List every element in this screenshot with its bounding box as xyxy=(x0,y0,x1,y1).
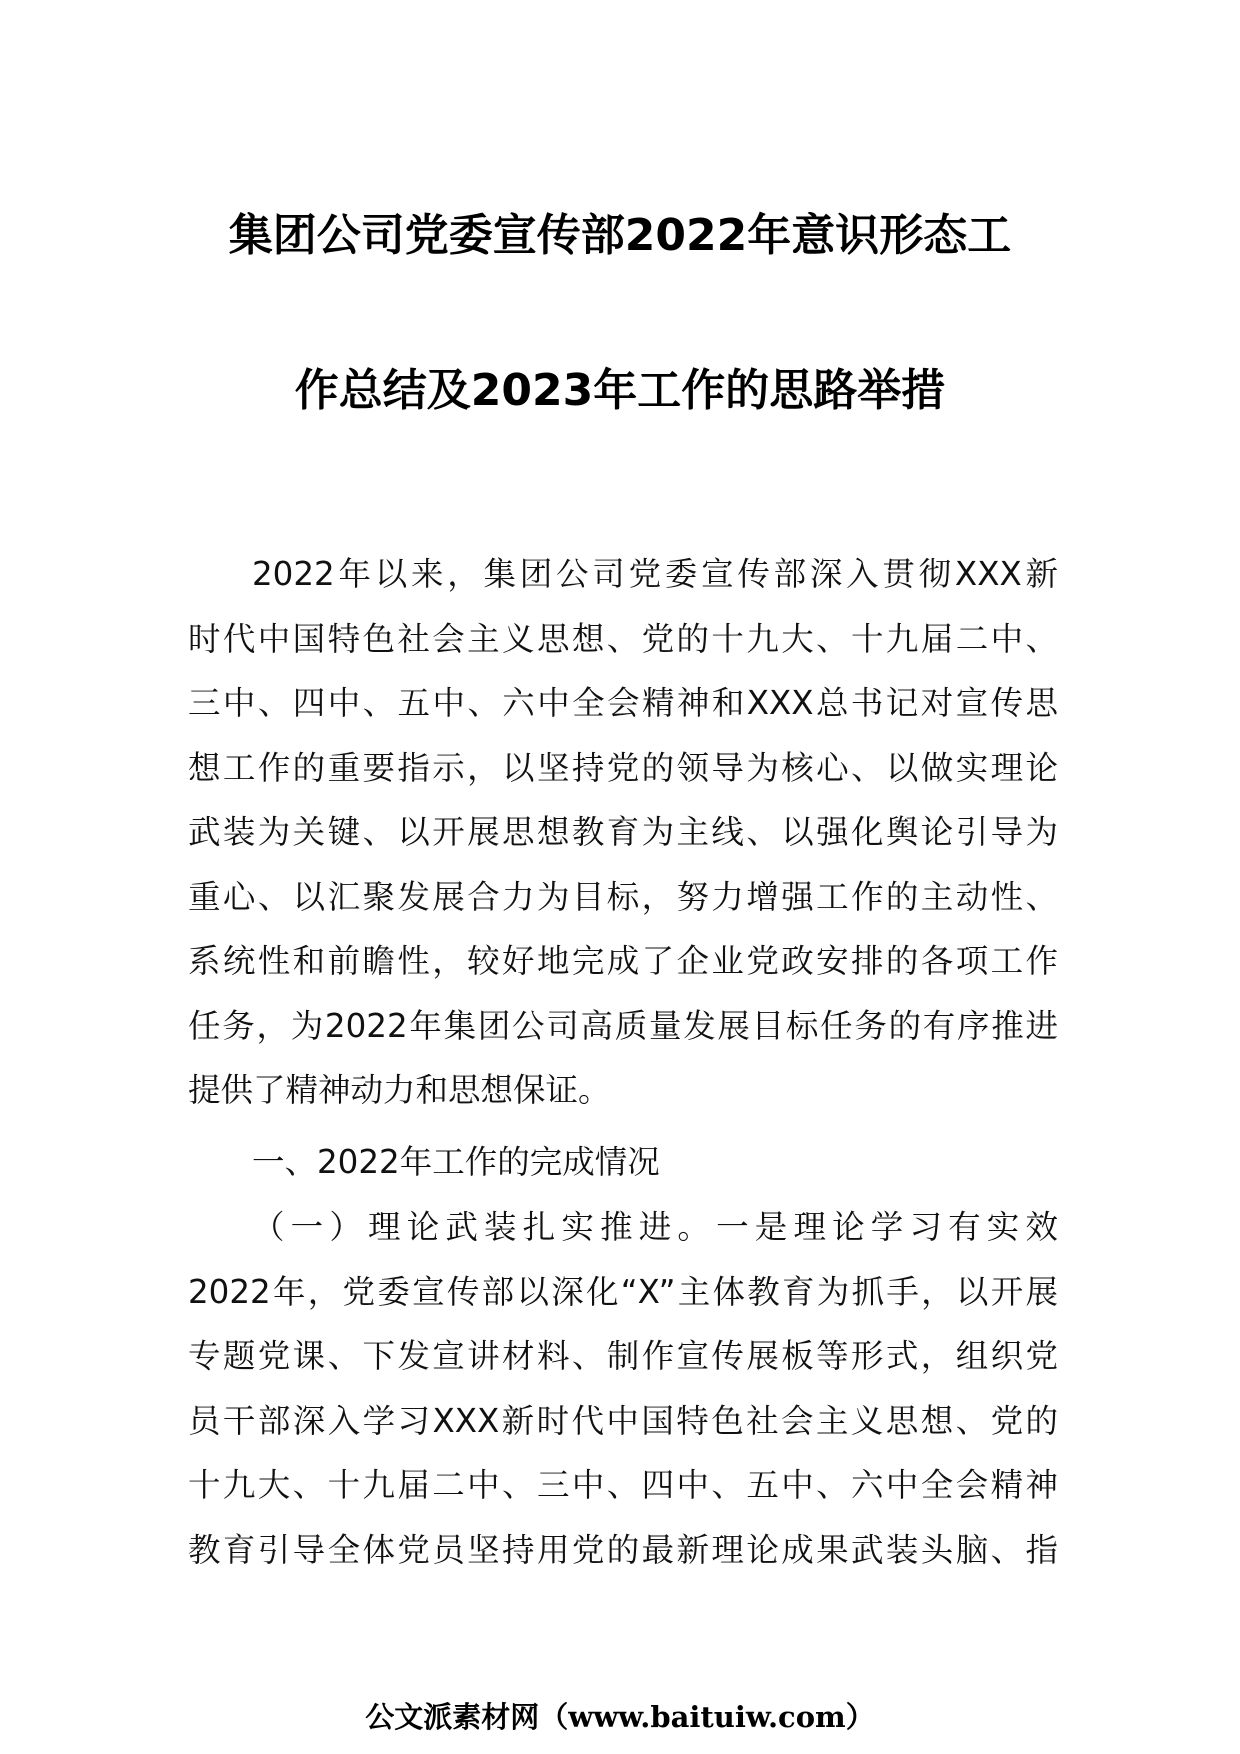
paragraph-line: 提供了精神动力和思想保证。 xyxy=(188,1071,611,1109)
paragraph-line: 任务，为2022年集团公司高质量发展目标任务的有序推进 xyxy=(188,1006,1058,1045)
paragraph-line: 2022年，党委宣传部以深化“X”主体教育为抓手，以开展 xyxy=(188,1272,1058,1311)
document-title-line-1: 集团公司党委宣传部2022年意识形态工 xyxy=(228,210,1012,261)
section-paragraph xyxy=(188,1195,1058,1582)
paragraph-line: 想工作的重要指示，以坚持党的领导为核心、以做实理论 xyxy=(188,748,1058,787)
paragraph-line: 三中、四中、五中、六中全会精神和XXX总书记对宣传思 xyxy=(188,684,1058,722)
section-heading-text: 一、2022年工作的完成情况 xyxy=(252,1143,660,1181)
paragraph-line: 重心、以汇聚发展合力为目标，努力增强工作的主动性、 xyxy=(188,877,1058,916)
paragraph-line: 专题党课、下发宣讲材料、制作宣传展板等形式，组织党 xyxy=(188,1337,1058,1375)
paragraph-line: 员干部深入学习XXX新时代中国特色社会主义思想、党的 xyxy=(188,1401,1058,1440)
paragraph-line: 时代中国特色社会主义思想、党的十九大、十九届二中、 xyxy=(188,619,1058,658)
intro-paragraph xyxy=(188,542,1058,1123)
section-heading xyxy=(188,1130,1058,1195)
paragraph-line: 系统性和前瞻性，较好地完成了企业党政安排的各项工作 xyxy=(188,942,1058,980)
document-title-line-2: 作总结及2023年工作的思路举措 xyxy=(294,365,946,416)
paragraph-line: （一）理论武装扎实推进。一是理论学习有实效 xyxy=(252,1208,1058,1246)
paragraph-line: 十九大、十九届二中、三中、四中、五中、六中全会精神 xyxy=(188,1466,1058,1504)
paragraph-line: 教育引导全体党员坚持用党的最新理论成果武装头脑、指 xyxy=(188,1530,1058,1569)
paragraph-line: 2022年以来，集团公司党委宣传部深入贯彻XXX新 xyxy=(252,555,1058,593)
footer-watermark: 公文派素材网（www.baituiw.com） xyxy=(365,1700,875,1734)
paragraph-line: 武装为关键、以开展思想教育为主线、以强化舆论引导为 xyxy=(188,813,1058,851)
